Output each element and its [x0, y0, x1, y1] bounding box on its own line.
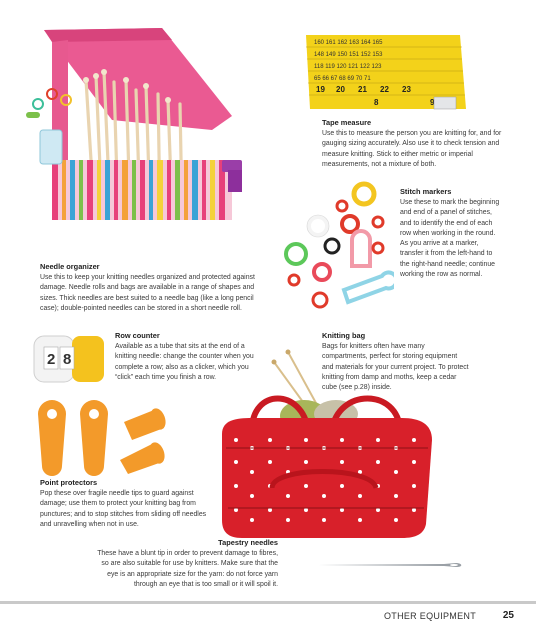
point-protectors-body: Pop these over fragile needle tips to guard against damage; use them to protect your knitting bag from punctures; and to stop stitches from sliding off needles and unravelling when not in use. — [40, 490, 207, 528]
stitch-markers-heading: Stitch markers — [400, 187, 452, 196]
row-counter-digit: 8 — [63, 351, 72, 368]
point-protectors-section — [40, 478, 212, 530]
tape-number: 20 — [336, 85, 345, 94]
svg-text:65 66 67 68 69 70 71: 65 66 67 68 69 70 71 — [314, 76, 371, 82]
tape-measure-section — [322, 118, 512, 170]
tapestry-needles-body: These have a blunt tip in order to prevent damage to fibres, so are also suitable for use by knitters. Make sure that the eye is an appropriate size for the yarn: do not force yarn through an eye that is too small or it will spoil it. — [97, 550, 278, 588]
tape-number: 19 — [316, 85, 325, 94]
tape-measure-heading: Tape measure — [322, 118, 372, 127]
tape-measure-image — [300, 25, 468, 117]
svg-text:118 119 120 121 122 123: 118 119 120 121 122 123 — [314, 64, 382, 70]
row-counter-digit: 2 — [47, 351, 56, 368]
point-protectors-image — [32, 400, 178, 484]
row-counter-body: Available as a tube that sits at the end of a knitting needle: change the counter when you complete a row; also as a clicker, which you “click” each time you finish a row. — [115, 343, 254, 381]
stitch-markers-section — [400, 187, 500, 280]
point-protectors-heading: Point protectors — [40, 478, 98, 487]
knitting-bag-image — [212, 348, 442, 544]
needle-organizer-image — [22, 20, 252, 240]
tape-number: 23 — [402, 85, 411, 94]
tape-number: 21 — [358, 85, 367, 94]
svg-text:148 149 150 151 152 153: 148 149 150 151 152 153 — [314, 52, 383, 58]
svg-text:160 161 162 163 164 165: 160 161 162 163 164 165 — [314, 40, 383, 46]
tapestry-needles-section — [92, 538, 278, 590]
stitch-markers-image — [282, 180, 394, 320]
row-counter-image — [30, 330, 110, 388]
knitting-bag-body: Bags for knitters often have many compartments, perfect for storing equipment and materials for your current project. To protect knitting from damp and moths, keep a cedar cube (see p.28) inside. — [322, 343, 469, 392]
tape-number: 8 — [374, 98, 379, 107]
tapestry-needles-heading: Tapestry needles — [218, 538, 278, 547]
needle-organizer-section — [40, 262, 268, 314]
tape-number: 22 — [380, 85, 389, 94]
footer-divider — [0, 601, 536, 604]
page-number: 25 — [502, 610, 514, 621]
needle-organizer-heading: Needle organizer — [40, 262, 100, 271]
tape-measure-body: Use this to measure the person you are knitting for, and for gauging sizing accurately. Also use it to check tension and measure knitting. Stick to either metric or imperial measurements, not a mixture of both. — [322, 130, 502, 168]
tapestry-needle-image — [316, 560, 466, 570]
tape-number: 9 — [430, 98, 435, 107]
footer-section-label: OTHER EQUIPMENT — [383, 611, 476, 621]
stitch-markers-body: Use these to mark the beginning and end of a panel of stitches, and to identify the end of each row when working in the round. As you arrive at a marker, transfer it from the left-hand to the right-hand needle; continue working the row as normal. — [400, 199, 500, 279]
row-counter-heading: Row counter — [115, 331, 160, 340]
needle-organizer-body: Use this to keep your knitting needles organized and protected against damage. Needle rolls and bags are available in a range of shapes and sizes. Thick needles are best suited to a needle bag (like a long pencil case); double-pointed needles can be stored in a short needle roll. — [40, 274, 255, 312]
knitting-bag-heading: Knitting bag — [322, 331, 366, 340]
